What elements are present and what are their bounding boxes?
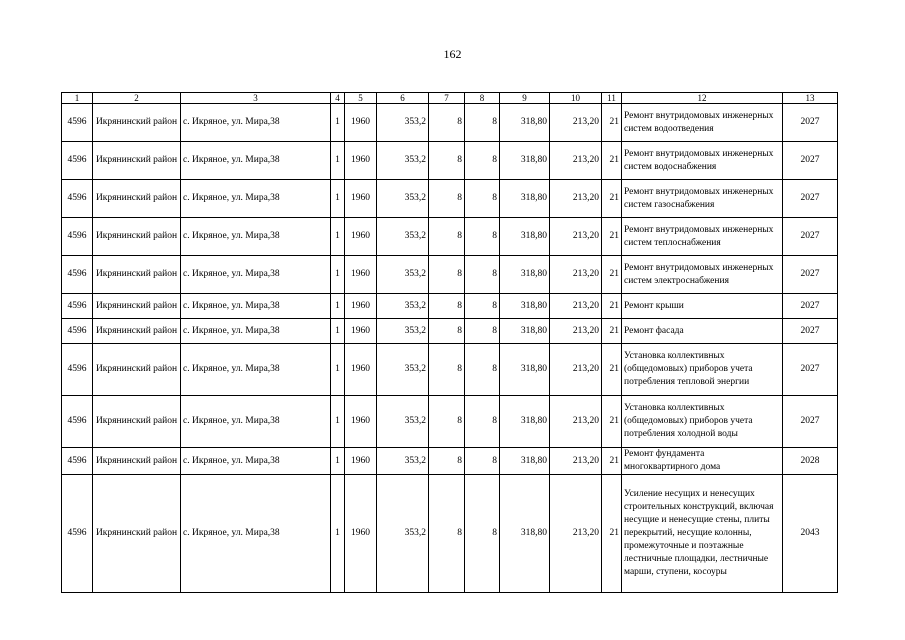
planned-year: 2027 (783, 396, 838, 448)
address: с. Икряное, ул. Мира,38 (181, 396, 331, 448)
col11-value: 21 (602, 396, 622, 448)
district: Икрянинский район (93, 142, 181, 180)
col8-value: 8 (465, 344, 500, 396)
district: Икрянинский район (93, 180, 181, 218)
work-type: Установка коллективных (общедомовых) приборов учета потребления холодной воды (622, 396, 783, 448)
col6-value: 353,2 (377, 180, 429, 218)
col4-value: 1 (331, 104, 345, 142)
col4-value: 1 (331, 142, 345, 180)
col6-value: 353,2 (377, 142, 429, 180)
col6-value: 353,2 (377, 319, 429, 344)
col8-value: 8 (465, 319, 500, 344)
header-cell: 7 (429, 93, 465, 104)
work-type: Ремонт внутридомовых инженерных систем электроснабжения (622, 256, 783, 294)
object-id: 4596 (62, 294, 93, 319)
col7-value: 8 (429, 344, 465, 396)
header-cell: 1 (62, 93, 93, 104)
page-number: 162 (443, 47, 462, 61)
col9-value: 318,80 (500, 344, 550, 396)
col6-value: 353,2 (377, 344, 429, 396)
build-year: 1960 (345, 448, 377, 475)
header-row (62, 93, 838, 104)
address: с. Икряное, ул. Мира,38 (181, 142, 331, 180)
col6-value: 353,2 (377, 256, 429, 294)
work-type: Ремонт внутридомовых инженерных систем газоснабжения (622, 180, 783, 218)
table-row (62, 104, 838, 142)
planned-year: 2027 (783, 104, 838, 142)
header-cell: 13 (783, 93, 838, 104)
col9-value: 318,80 (500, 396, 550, 448)
col7-value: 8 (429, 475, 465, 593)
planned-year: 2027 (783, 218, 838, 256)
build-year: 1960 (345, 396, 377, 448)
col11-value: 21 (602, 448, 622, 475)
table-row (62, 142, 838, 180)
district: Икрянинский район (93, 448, 181, 475)
col9-value: 318,80 (500, 218, 550, 256)
col10-value: 213,20 (550, 180, 602, 218)
col10-value: 213,20 (550, 475, 602, 593)
address: с. Икряное, ул. Мира,38 (181, 319, 331, 344)
col6-value: 353,2 (377, 294, 429, 319)
address: с. Икряное, ул. Мира,38 (181, 218, 331, 256)
col7-value: 8 (429, 218, 465, 256)
col10-value: 213,20 (550, 218, 602, 256)
col10-value: 213,20 (550, 396, 602, 448)
col8-value: 8 (465, 294, 500, 319)
work-type: Ремонт фундамента многоквартирного дома (622, 448, 783, 475)
col7-value: 8 (429, 180, 465, 218)
header-cell: 6 (377, 93, 429, 104)
col9-value: 318,80 (500, 475, 550, 593)
planned-year: 2027 (783, 294, 838, 319)
district: Икрянинский район (93, 475, 181, 593)
table-row (62, 396, 838, 448)
col10-value: 213,20 (550, 448, 602, 475)
district: Икрянинский район (93, 319, 181, 344)
col4-value: 1 (331, 294, 345, 319)
col9-value: 318,80 (500, 319, 550, 344)
col11-value: 21 (602, 218, 622, 256)
header-cell: 5 (345, 93, 377, 104)
col7-value: 8 (429, 319, 465, 344)
table-row (62, 294, 838, 319)
col11-value: 21 (602, 344, 622, 396)
work-type: Ремонт фасада (622, 319, 783, 344)
address: с. Икряное, ул. Мира,38 (181, 180, 331, 218)
col7-value: 8 (429, 104, 465, 142)
col9-value: 318,80 (500, 448, 550, 475)
district: Икрянинский район (93, 344, 181, 396)
object-id: 4596 (62, 142, 93, 180)
register-table (61, 92, 838, 593)
col7-value: 8 (429, 396, 465, 448)
col8-value: 8 (465, 256, 500, 294)
object-id: 4596 (62, 218, 93, 256)
col9-value: 318,80 (500, 180, 550, 218)
table-row (62, 218, 838, 256)
col9-value: 318,80 (500, 294, 550, 319)
address: с. Икряное, ул. Мира,38 (181, 344, 331, 396)
col6-value: 353,2 (377, 104, 429, 142)
header-cell: 8 (465, 93, 500, 104)
object-id: 4596 (62, 256, 93, 294)
object-id: 4596 (62, 396, 93, 448)
col4-value: 1 (331, 396, 345, 448)
col6-value: 353,2 (377, 475, 429, 593)
col9-value: 318,80 (500, 142, 550, 180)
build-year: 1960 (345, 319, 377, 344)
build-year: 1960 (345, 344, 377, 396)
district: Икрянинский район (93, 256, 181, 294)
address: с. Икряное, ул. Мира,38 (181, 475, 331, 593)
header-cell: 4 (331, 93, 345, 104)
planned-year: 2027 (783, 142, 838, 180)
col10-value: 213,20 (550, 142, 602, 180)
header-cell: 10 (550, 93, 602, 104)
col11-value: 21 (602, 104, 622, 142)
work-type: Усиление несущих и ненесущих строительных конструкций, включая несущие и ненесущие стены, плиты перекрытий, несущие колонны, промежуточные и поэтажные лестничные площадки, лестничные марши, ступени, косоуры (622, 475, 783, 593)
work-type: Ремонт внутридомовых инженерных систем водоснабжения (622, 142, 783, 180)
address: с. Икряное, ул. Мира,38 (181, 104, 331, 142)
district: Икрянинский район (93, 294, 181, 319)
col8-value: 8 (465, 448, 500, 475)
col11-value: 21 (602, 475, 622, 593)
col8-value: 8 (465, 475, 500, 593)
address: с. Икряное, ул. Мира,38 (181, 256, 331, 294)
col4-value: 1 (331, 256, 345, 294)
col9-value: 318,80 (500, 104, 550, 142)
build-year: 1960 (345, 256, 377, 294)
work-type: Ремонт внутридомовых инженерных систем водоотведения (622, 104, 783, 142)
planned-year: 2027 (783, 180, 838, 218)
work-type: Установка коллективных (общедомовых) приборов учета потребления тепловой энергии (622, 344, 783, 396)
header-cell: 3 (181, 93, 331, 104)
col7-value: 8 (429, 142, 465, 180)
work-type: Ремонт внутридомовых инженерных систем теплоснабжения (622, 218, 783, 256)
district: Икрянинский район (93, 104, 181, 142)
table-row (62, 256, 838, 294)
object-id: 4596 (62, 104, 93, 142)
build-year: 1960 (345, 218, 377, 256)
object-id: 4596 (62, 448, 93, 475)
build-year: 1960 (345, 475, 377, 593)
col8-value: 8 (465, 104, 500, 142)
col4-value: 1 (331, 475, 345, 593)
col10-value: 213,20 (550, 104, 602, 142)
col4-value: 1 (331, 180, 345, 218)
planned-year: 2043 (783, 475, 838, 593)
build-year: 1960 (345, 142, 377, 180)
col6-value: 353,2 (377, 396, 429, 448)
col11-value: 21 (602, 256, 622, 294)
table-row (62, 448, 838, 475)
district: Икрянинский район (93, 396, 181, 448)
col10-value: 213,20 (550, 344, 602, 396)
col10-value: 213,20 (550, 319, 602, 344)
work-type: Ремонт крыши (622, 294, 783, 319)
col10-value: 213,20 (550, 256, 602, 294)
table-row (62, 319, 838, 344)
address: с. Икряное, ул. Мира,38 (181, 294, 331, 319)
table-row (62, 180, 838, 218)
col11-value: 21 (602, 142, 622, 180)
object-id: 4596 (62, 319, 93, 344)
build-year: 1960 (345, 294, 377, 319)
col10-value: 213,20 (550, 294, 602, 319)
object-id: 4596 (62, 475, 93, 593)
district: Икрянинский район (93, 218, 181, 256)
header-cell: 11 (602, 93, 622, 104)
col11-value: 21 (602, 180, 622, 218)
col7-value: 8 (429, 448, 465, 475)
build-year: 1960 (345, 104, 377, 142)
address: с. Икряное, ул. Мира,38 (181, 448, 331, 475)
header-cell: 2 (93, 93, 181, 104)
col4-value: 1 (331, 218, 345, 256)
col6-value: 353,2 (377, 218, 429, 256)
col6-value: 353,2 (377, 448, 429, 475)
col11-value: 21 (602, 319, 622, 344)
col4-value: 1 (331, 448, 345, 475)
planned-year: 2028 (783, 448, 838, 475)
header-cell: 12 (622, 93, 783, 104)
object-id: 4596 (62, 344, 93, 396)
table-row (62, 475, 838, 593)
col4-value: 1 (331, 319, 345, 344)
col9-value: 318,80 (500, 256, 550, 294)
planned-year: 2027 (783, 344, 838, 396)
planned-year: 2027 (783, 319, 838, 344)
col4-value: 1 (331, 344, 345, 396)
table-row (62, 344, 838, 396)
object-id: 4596 (62, 180, 93, 218)
col8-value: 8 (465, 396, 500, 448)
col11-value: 21 (602, 294, 622, 319)
col7-value: 8 (429, 256, 465, 294)
col8-value: 8 (465, 142, 500, 180)
build-year: 1960 (345, 180, 377, 218)
header-cell: 9 (500, 93, 550, 104)
col7-value: 8 (429, 294, 465, 319)
col8-value: 8 (465, 218, 500, 256)
planned-year: 2027 (783, 256, 838, 294)
col8-value: 8 (465, 180, 500, 218)
